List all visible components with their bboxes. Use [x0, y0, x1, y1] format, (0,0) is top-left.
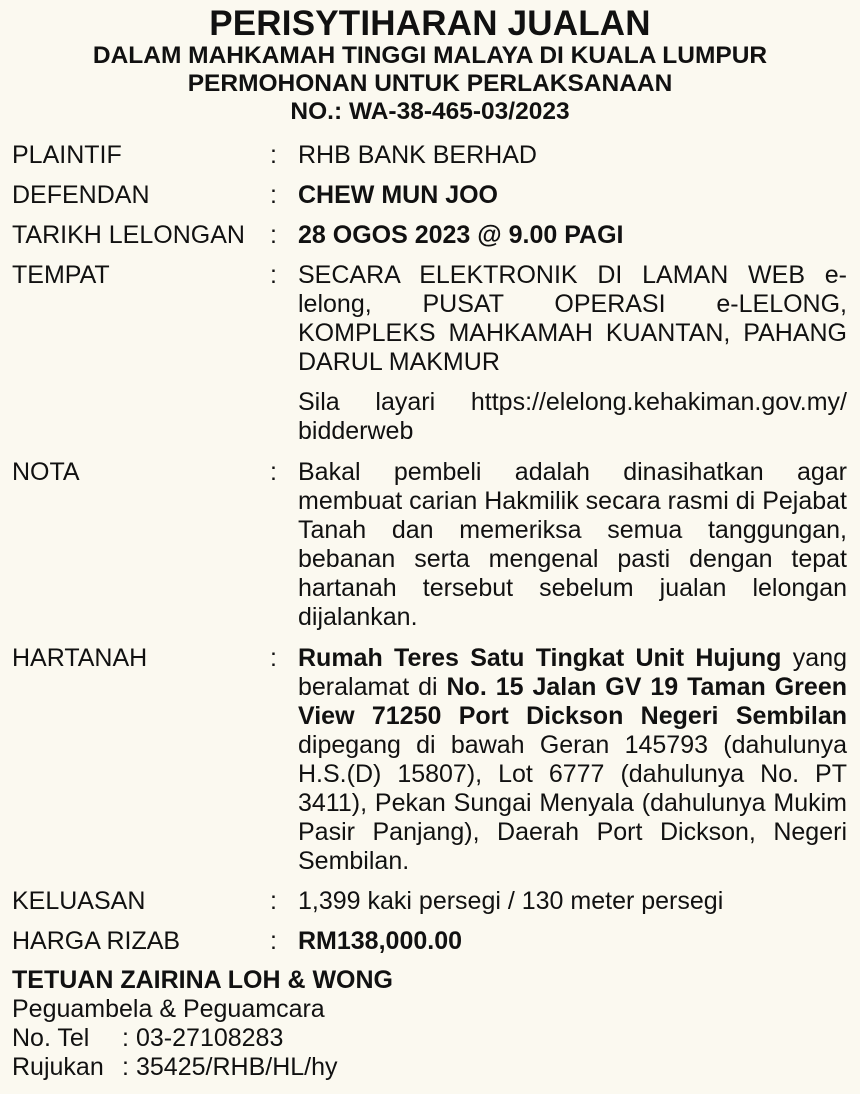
separator: :: [270, 221, 277, 249]
separator: :: [270, 181, 277, 209]
row-venue: [12, 261, 848, 446]
phone-label: No. Tel: [12, 1024, 90, 1052]
note-value: Bakal pembeli adalah dinasihatkan agar membuat carian Hakmilik secara rasmi di Pejabat Tanah dan memeriksa semua tanggungan, bebanan serta mengenal pasti dengan tepat hartanah tersebut sebelum jualan lelongan dijalankan.: [298, 458, 847, 631]
area-value: 1,399 kaki persegi / 130 meter persegi: [298, 887, 724, 915]
separator: :: [270, 261, 277, 289]
row-plaintif: [12, 141, 848, 170]
row-defendan: [12, 181, 848, 210]
reference-label: Rujukan: [12, 1053, 104, 1081]
separator: :: [270, 458, 277, 486]
notice-details: [12, 141, 848, 956]
court-name: DALAM MAHKAMAH TINGGI MALAYA DI KUALA LUMPUR: [92, 42, 768, 69]
row-property: [12, 644, 848, 876]
area-label: KELUASAN: [12, 887, 146, 915]
plaintif-label: PLAINTIF: [12, 141, 122, 169]
defendan-value: CHEW MUN JOO: [298, 181, 498, 209]
phone-value: 03-27108283: [136, 1024, 284, 1052]
defendan-label: DEFENDAN: [12, 181, 150, 209]
row-area: [12, 887, 848, 916]
auction-date-label: TARIKH LELONGAN: [12, 221, 245, 249]
separator: :: [122, 1024, 129, 1052]
notice-header: [12, 6, 848, 126]
contact-phone: [12, 1024, 848, 1053]
venue-website-note: Sila layari https://elelong.kehakiman.gov.my/ bidderweb: [298, 388, 847, 445]
law-firm-role: Peguambela & Peguamcara: [12, 995, 325, 1023]
property-text-address-intro: yang beralamat di: [298, 644, 848, 701]
venue-value: SECARA ELEKTRONIK DI LAMAN WEB e-lelong, PUSAT OPERASI e-LELONG, KOMPLEKS MAHKAMAH KUANTAN, PAHANG DARUL MAKMUR: [298, 261, 847, 376]
separator: :: [122, 1053, 129, 1081]
property-title-details: dipegang di bawah Geran 145793 (dahulunya H.S.(D) 15807), Lot 6777 (dahulunya No. PT 3411), Pekan Sungai Menyala (dahulunya Mukim Pasir Panjang), Daerah Port Dickson, Negeri Sembilan.: [298, 731, 847, 875]
separator: :: [270, 927, 277, 955]
property-address: No. 15 Jalan GV 19 Taman Green View 71250 Port Dickson Negeri Sembilan: [298, 673, 847, 730]
venue-value-block: [298, 261, 847, 446]
property-description: [298, 644, 847, 876]
separator: :: [270, 887, 277, 915]
row-auction-date: [12, 221, 848, 250]
law-firm-name: TETUAN ZAIRINA LOH & WONG: [12, 966, 393, 994]
note-label: NOTA: [12, 458, 80, 486]
row-note: [12, 458, 848, 632]
case-number: NO.: WA-38-465-03/2023: [290, 98, 570, 125]
plaintif-value: RHB BANK BERHAD: [298, 141, 537, 169]
lawyer-footer: [12, 966, 848, 1082]
auction-date-value: 28 OGOS 2023 @ 9.00 PAGI: [298, 221, 624, 249]
reference-value: 35425/RHB/HL/hy: [136, 1053, 338, 1081]
reserve-price-label: HARGA RIZAB: [12, 927, 181, 955]
application-type: PERMOHONAN UNTUK PERLAKSANAAN: [187, 70, 673, 97]
separator: :: [270, 644, 277, 672]
row-reserve-price: [12, 927, 848, 956]
property-label: HARTANAH: [12, 644, 148, 672]
contact-reference: [12, 1053, 848, 1082]
reserve-price-value: RM138,000.00: [298, 927, 463, 955]
separator: :: [270, 141, 277, 169]
property-type: Rumah Teres Satu Tingkat Unit Hujung: [298, 644, 782, 672]
venue-label: TEMPAT: [12, 261, 110, 289]
notice-title: PERISYTIHARAN JUALAN: [209, 4, 651, 43]
